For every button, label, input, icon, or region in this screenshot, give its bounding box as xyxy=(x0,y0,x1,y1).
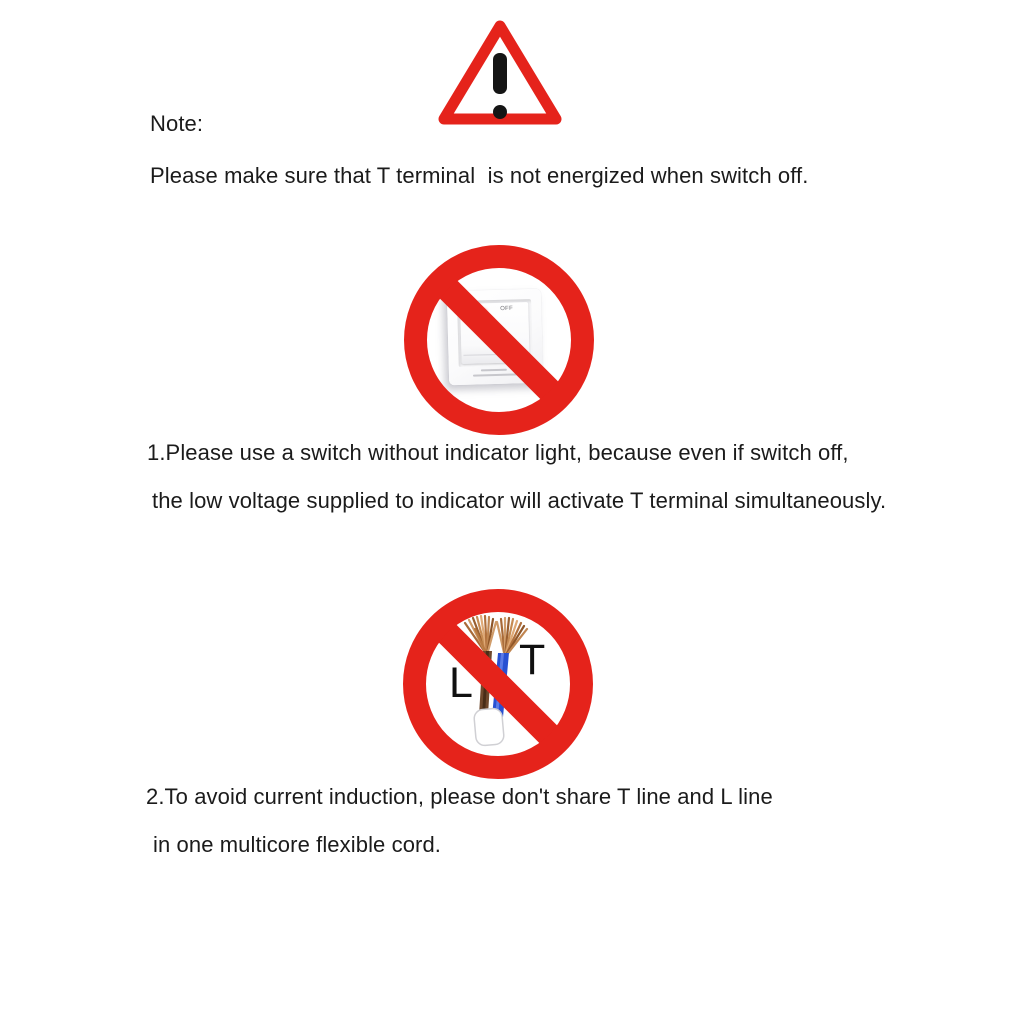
switch-off-label: OFF xyxy=(500,305,514,312)
note-label: Note: xyxy=(150,111,204,136)
prohibition-slash xyxy=(439,625,558,744)
warning-2-line-2: in one multicore flexible cord. xyxy=(153,832,442,857)
note-body: Please make sure that T terminal is not energized when switch off. xyxy=(150,163,809,188)
warning-2-line-1: 2.To avoid current induction, please don't share T line and L line xyxy=(146,784,773,809)
prohibition-icon xyxy=(404,245,594,435)
prohibition-icon xyxy=(403,589,593,779)
exclamation-dot xyxy=(493,105,507,119)
warning-triangle-icon xyxy=(435,16,565,130)
l-wire-label: L xyxy=(449,659,473,707)
warning-1-line-2: the low voltage supplied to indicator will activate T terminal simultaneously. xyxy=(152,488,887,513)
t-wire-label: T xyxy=(519,636,546,684)
warning-1-line-1: 1.Please use a switch without indicator light, because even if switch off, xyxy=(147,440,849,465)
no-indicator-switch-sign xyxy=(404,245,594,435)
prohibition-slash xyxy=(440,281,559,400)
exclamation-bar xyxy=(493,53,507,94)
no-shared-cable-sign xyxy=(403,589,593,779)
